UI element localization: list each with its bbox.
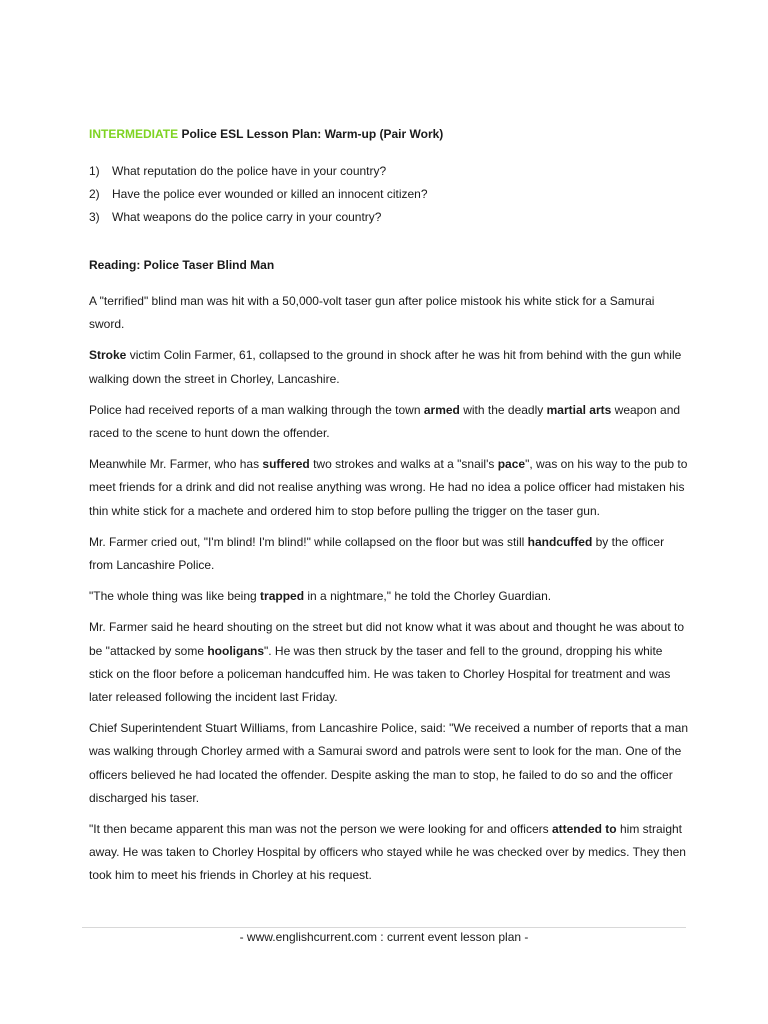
question-number: 1) [89,164,100,178]
paragraph-text: him straight away. He was taken to Chorley Hospital by officers who stayed while he was checked over by medics. They then took him to meet his friends in Chorley at his request. [89,822,686,883]
vocab-word: attended to [551,822,617,837]
vocab-word: handcuffed [527,534,593,549]
paragraph-text: Mr. Farmer cried out, "I'm blind! I'm blind!" while collapsed on the floor but was still [89,534,528,549]
question-number: 3) [89,210,100,224]
footer-text: - www.englishcurrent.com : current event lesson plan - [239,930,529,944]
question-item [89,160,689,183]
page-title [89,126,689,142]
paragraph-text: ", was on his way to the pub to meet friends for a drink and did not realise anything was wrong. He had no idea a police officer had mistaken his thin white stick for a machete and ordered him to stop before pulling the trigger on the taser gun. [89,457,688,518]
question-number: 2) [89,187,100,201]
paragraph-text: with the deadly [459,402,547,417]
paragraph-text: two strokes and walks at a "snail's [309,457,498,472]
reading-paragraph [89,585,689,608]
paragraph-text: "The whole thing was like being [89,589,261,604]
paragraph-text: victim Colin Farmer, 61, collapsed to the ground in shock after he was hit from behind with the gun while walking down the street in Chorley, Lancashire. [89,348,682,386]
reading-paragraph [89,717,689,810]
warmup-questions [89,160,689,229]
vocab-word: suffered [262,457,310,472]
vocab-word: Stroke [89,348,127,363]
paragraph-text: ". He was then struck by the taser and fell to the ground, dropping his white stick on the floor before a policeman handcuffed him. He was taken to Chorley Hospital for treatment and was later released following the incident last Friday. [89,643,671,705]
paragraph-text: weapon and raced to the scene to hunt down the offender. [89,402,681,441]
question-text: What reputation do the police have in your country? [112,164,387,178]
reading-paragraph [89,616,689,709]
paragraph-text: Meanwhile Mr. Farmer, who has [89,457,263,472]
title-text: Police ESL Lesson Plan: Warm-up (Pair Work) [181,127,444,141]
question-text: Have the police ever wounded or killed an innocent citizen? [112,187,428,201]
lesson-page [89,126,689,896]
vocab-word: trapped [260,589,305,604]
vocab-word: pace [497,457,526,472]
paragraph-text: in a nightmare," he told the Chorley Guardian. [304,589,552,604]
vocab-word: armed [423,402,460,417]
footer-divider [82,927,686,928]
vocab-word: hooligans [207,643,264,658]
reading-paragraph [89,453,689,523]
paragraph-text: Police had received reports of a man walking through the town [89,402,424,417]
reading-paragraph [89,818,689,888]
reading-paragraph [89,531,689,577]
question-item [89,206,689,229]
paragraph-text: "It then became apparent this man was not the person we were looking for and officers [89,822,552,837]
reading-title: Reading: Police Taser Blind Man [89,258,275,272]
paragraph-text: A "terrified" blind man was hit with a 50,000-volt taser gun after police mistook his white stick for a Samurai sword. [89,294,655,332]
paragraph-text: Chief Superintendent Stuart Williams, from Lancashire Police, said: "We received a number of reports that a man was walking through Chorley armed with a Samurai sword and patrols were sent to look for the man. One of the officers believed he had located the offender. Despite asking the man to stop, he failed to do so and the officer discharged his taser. [89,721,688,805]
reading-body [89,290,689,888]
level-label: INTERMEDIATE [89,127,179,141]
reading-paragraph [89,344,689,390]
paragraph-text: by the officer from Lancashire Police. [89,534,665,573]
question-item [89,183,689,206]
vocab-word: martial arts [546,402,612,417]
question-text: What weapons do the police carry in your country? [112,210,382,224]
reading-paragraph [89,290,689,336]
reading-paragraph [89,399,689,445]
paragraph-text: Mr. Farmer said he heard shouting on the street but did not know what it was about and thought he was about to be "attacked by some [89,620,685,658]
